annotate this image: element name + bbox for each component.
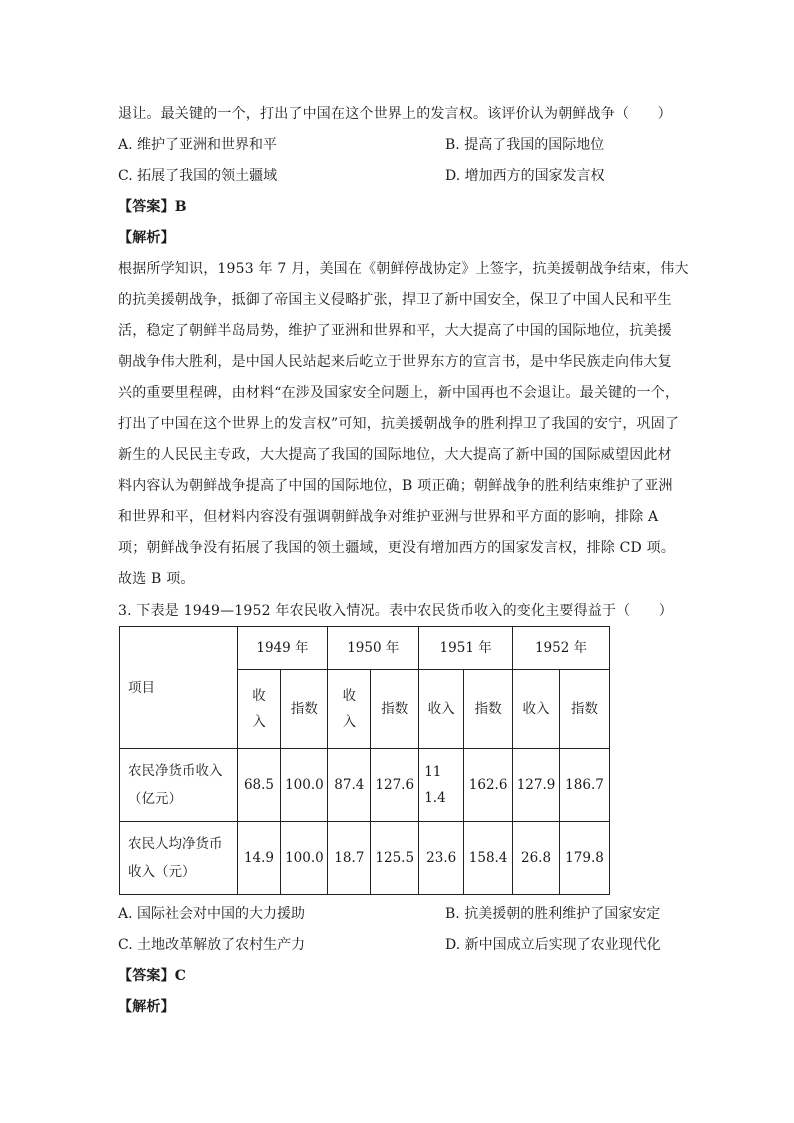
table-cell: 100.0: [281, 749, 328, 822]
q2-answer: 【答案】B: [118, 199, 187, 215]
item-header: 项目: [120, 627, 238, 749]
table-cell: 162.6: [464, 749, 513, 822]
q2-analysis-line: 新生的人民民主专政，大大提高了我国的国际地位，大大提高了新中国的国际威望因此材: [118, 447, 672, 463]
table-cell: 23.6: [419, 822, 464, 895]
q3-answer: 【答案】C: [118, 968, 187, 984]
table-cell-text: 111.4: [424, 764, 446, 806]
table-cell: 18.7: [328, 822, 371, 895]
q2-analysis-line: 料内容认为朝鲜战争提高了中国的国际地位，B 项正确；朝鲜战争的胜利结束维护了亚洲: [118, 478, 673, 494]
q2-analysis-line: 故选 B 项。: [118, 571, 195, 587]
sub-header: 收入: [419, 670, 464, 749]
sub-header: 指数: [560, 670, 610, 749]
year-header: 1949 年: [237, 627, 328, 670]
row-label-line: 农民人均净货币: [128, 836, 223, 852]
row-label: [120, 822, 238, 895]
q3-option-a: A. 国际社会对中国的大力援助: [118, 906, 306, 922]
table-cell: 127.9: [513, 749, 560, 822]
year-header: 1951 年: [419, 627, 513, 670]
q3-analysis-label: 【解析】: [118, 999, 175, 1015]
income-table: [119, 626, 610, 895]
q2-analysis-line: 活，稳定了朝鲜半岛局势，维护了亚洲和世界和平，大大提高了中国的国际地位，抗美援: [118, 323, 672, 339]
q2-option-d: D. 增加西方的国家发言权: [445, 168, 605, 184]
q2-option-a: A. 维护了亚洲和世界和平: [118, 137, 278, 153]
table-cell: [419, 749, 464, 822]
table-cell: 68.5: [237, 749, 281, 822]
sub-header: [237, 670, 281, 749]
q3-stem: 3. 下表是 1949—1952 年农民收入情况。表中农民货币收入的变化主要得益于（ ）: [118, 603, 673, 619]
q2-option-c: C. 拓展了我国的领土疆域: [118, 168, 278, 184]
q2-option-b: B. 提高了我国的国际地位: [445, 137, 605, 153]
table-cell: 100.0: [281, 822, 328, 895]
table-header-row: [120, 627, 610, 670]
q3-option-b: B. 抗美援朝的胜利维护了国家安定: [445, 906, 661, 922]
sub-header: [328, 670, 371, 749]
table-cell: 186.7: [560, 749, 610, 822]
year-header: 1952 年: [513, 627, 610, 670]
row-label: [120, 749, 238, 822]
table-cell: 127.6: [371, 749, 419, 822]
table-cell: 125.5: [371, 822, 419, 895]
table-cell: 179.8: [560, 822, 610, 895]
q2-analysis-line: 根据所学知识，1953 年 7 月，美国在《朝鲜停战协定》上签字，抗美援朝战争结束，伟大: [118, 261, 689, 277]
q2-analysis-line: 兴的重要里程碑，由材料“在涉及国家安全问题上，新中国再也不会退让。最关键的一个，: [118, 385, 680, 401]
year-header: 1950 年: [328, 627, 419, 670]
q2-analysis-line: 的抗美援朝战争，抵御了帝国主义侵略扩张，捍卫了新中国安全，保卫了中国人民和平生: [118, 292, 672, 308]
table-cell: 14.9: [237, 822, 281, 895]
table-row: [120, 749, 610, 822]
row-label-line: 收入（元）: [128, 864, 196, 880]
table-cell: 26.8: [513, 822, 560, 895]
q2-analysis-line: 朝战争伟大胜利，是中国人民站起来后屹立于世界东方的宣言书，是中华民族走向伟大复: [118, 354, 672, 370]
q2-analysis-line: 和世界和平，但材料内容没有强调朝鲜战争对维护亚洲与世界和平方面的影响，排除 A: [118, 509, 659, 525]
table-cell: 158.4: [464, 822, 513, 895]
sub-header-text: 收入: [252, 688, 266, 730]
q2-analysis-line: 项；朝鲜战争没有拓展了我国的领土疆域，更没有增加西方的国家发言权，排除 CD 项。: [118, 540, 676, 556]
table-row: [120, 822, 610, 895]
q3-option-d: D. 新中国成立后实现了农业现代化: [445, 937, 661, 953]
sub-header: 指数: [371, 670, 419, 749]
row-label-line: （亿元）: [128, 791, 182, 807]
q2-stem-tail: 退让。最关键的一个，打出了中国在这个世界上的发言权。该评价认为朝鲜战争（ ）: [118, 106, 672, 122]
table-cell: 87.4: [328, 749, 371, 822]
q2-analysis-line: 打出了中国在这个世界上的发言权”可知，抗美援朝战争的胜利捍卫了我国的安宁，巩固了: [118, 416, 680, 432]
q2-analysis-label: 【解析】: [118, 230, 175, 246]
q3-option-c: C. 土地改革解放了农村生产力: [118, 937, 306, 953]
sub-header: 指数: [464, 670, 513, 749]
row-label-line: 农民净货币收入: [128, 763, 223, 779]
sub-header-text: 收入: [342, 688, 357, 730]
sub-header: 指数: [281, 670, 328, 749]
sub-header: 收入: [513, 670, 560, 749]
